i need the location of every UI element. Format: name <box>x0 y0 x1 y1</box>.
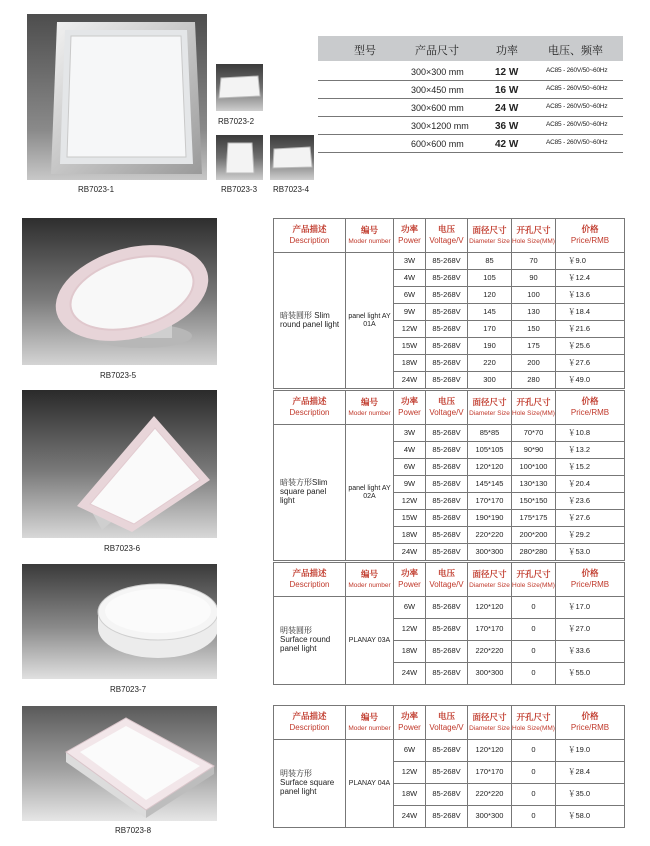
product-description-cell: 暗装圆形 Slim round panel light <box>274 253 346 389</box>
caption-rb7023-6: RB7023-6 <box>104 544 141 553</box>
price-cell: ￥21.6 <box>556 321 625 338</box>
header-power-en: Power <box>398 235 421 245</box>
model-number-cell: panel light AY 01A <box>346 253 394 389</box>
diameter-cell: 120*120 <box>468 740 512 762</box>
header-model-number <box>346 219 394 253</box>
spec-power-cell: 12 W <box>495 67 519 78</box>
hole-size-cell: 100 <box>512 287 556 304</box>
header-voltage-en: Voltage/V <box>429 235 464 245</box>
price-cell: ￥58.0 <box>556 806 625 828</box>
header-power-cn: 功率 <box>400 568 418 579</box>
diameter-cell: 120*120 <box>468 459 512 476</box>
spec-power-cell: 42 W <box>495 139 519 150</box>
header-diameter-size-en: Diameter Size <box>469 409 510 417</box>
header-diameter-size-cn: 面径尺寸 <box>472 712 507 723</box>
price-cell: ￥13.6 <box>556 287 625 304</box>
diameter-cell: 190*190 <box>468 510 512 527</box>
surface-square-panel-illustration <box>22 706 217 821</box>
power-cell: 4W <box>394 270 426 287</box>
rect-panel-small-illustration <box>270 135 314 180</box>
power-cell: 15W <box>394 510 426 527</box>
caption-rb7023-5: RB7023-5 <box>100 371 137 380</box>
voltage-cell: 85-268V <box>426 663 468 685</box>
voltage-cell: 85-268V <box>426 510 468 527</box>
voltage-cell: 85-268V <box>426 527 468 544</box>
header-diameter-size-cn: 面径尺寸 <box>472 569 507 580</box>
price-cell: ￥13.2 <box>556 442 625 459</box>
header-price-en: Price/RMB <box>570 407 610 417</box>
header-power-cn: 功率 <box>400 396 418 407</box>
header-product-description-en: Description <box>289 235 330 245</box>
header-hole-size-en: Hole Size(MM) <box>512 409 555 417</box>
header-hole-size <box>512 391 556 425</box>
power-cell: 3W <box>394 425 426 442</box>
voltage-cell: 85-268V <box>426 619 468 641</box>
voltage-cell: 85-268V <box>426 321 468 338</box>
hole-size-cell: 130*130 <box>512 476 556 493</box>
header-voltage-cn: 电压 <box>437 711 455 722</box>
header-diameter-size-cn: 面径尺寸 <box>472 397 507 408</box>
diameter-cell: 120 <box>468 287 512 304</box>
diameter-cell: 170*170 <box>468 619 512 641</box>
header-hole-size <box>512 219 556 253</box>
header-product-description-cn: 产品描述 <box>292 396 327 407</box>
spec-power-cell: 24 W <box>495 103 519 114</box>
hole-size-cell: 90*90 <box>512 442 556 459</box>
power-cell: 24W <box>394 544 426 561</box>
header-product-description-en: Description <box>289 722 330 732</box>
surface-round-panel-illustration <box>22 564 217 679</box>
diameter-cell: 105 <box>468 270 512 287</box>
price-cell: ￥28.4 <box>556 762 625 784</box>
price-cell: ￥12.4 <box>556 270 625 287</box>
header-product-description <box>274 219 346 253</box>
header-model-number-en: Moder number <box>348 581 391 589</box>
spec-row <box>318 81 623 99</box>
header-model-number-cn: 编号 <box>360 712 378 723</box>
voltage-cell: 85-268V <box>426 476 468 493</box>
diameter-cell: 85 <box>468 253 512 270</box>
header-price <box>556 706 625 740</box>
voltage-cell: 85-268V <box>426 784 468 806</box>
caption-rb7023-4: RB7023-4 <box>273 185 310 194</box>
header-price-cn: 价格 <box>581 224 599 235</box>
hole-size-cell: 200*200 <box>512 527 556 544</box>
power-cell: 12W <box>394 493 426 510</box>
diameter-cell: 145*145 <box>468 476 512 493</box>
hole-size-cell: 280*280 <box>512 544 556 561</box>
header-power-cn: 功率 <box>400 224 418 235</box>
power-cell: 6W <box>394 459 426 476</box>
header-model-number-en: Moder number <box>348 409 391 417</box>
header-voltage <box>426 563 468 597</box>
price-cell: ￥25.6 <box>556 338 625 355</box>
power-cell: 15W <box>394 338 426 355</box>
header-hole-size-en: Hole Size(MM) <box>512 581 555 589</box>
price-cell: ￥35.0 <box>556 784 625 806</box>
voltage-cell: 85-268V <box>426 442 468 459</box>
diameter-cell: 220*220 <box>468 784 512 806</box>
header-diameter-size-cn: 面径尺寸 <box>472 225 507 236</box>
price-cell: ￥19.0 <box>556 740 625 762</box>
spec-row <box>318 63 623 81</box>
price-cell: ￥17.0 <box>556 597 625 619</box>
hole-size-cell: 130 <box>512 304 556 321</box>
header-diameter-size-en: Diameter Size <box>469 724 510 732</box>
voltage-cell: 85-268V <box>426 304 468 321</box>
power-cell: 3W <box>394 253 426 270</box>
price-table-rb7023-8 <box>273 705 625 828</box>
header-product-description-en: Description <box>289 579 330 589</box>
caption-rb7023-8: RB7023-8 <box>115 826 152 835</box>
spec-row <box>318 117 623 135</box>
header-hole-size-cn: 开孔尺寸 <box>516 397 551 408</box>
power-cell: 4W <box>394 442 426 459</box>
diameter-cell: 220*220 <box>468 527 512 544</box>
table-header-row <box>274 563 625 597</box>
product-photo-rb7023-5 <box>22 218 217 365</box>
round-panel-illustration <box>22 218 217 365</box>
square-panel-illustration <box>27 14 207 180</box>
diameter-cell: 220*220 <box>468 641 512 663</box>
header-price-en: Price/RMB <box>570 235 610 245</box>
power-cell: 12W <box>394 619 426 641</box>
header-price-en: Price/RMB <box>570 722 610 732</box>
header-voltage <box>426 391 468 425</box>
table-header-row <box>274 391 625 425</box>
caption-rb7023-2: RB7023-2 <box>218 117 255 126</box>
spec-row <box>318 99 623 117</box>
header-price-cn: 价格 <box>581 396 599 407</box>
header-price <box>556 563 625 597</box>
hole-size-cell: 90 <box>512 270 556 287</box>
header-diameter-size <box>468 706 512 740</box>
header-hole-size-cn: 开孔尺寸 <box>516 225 551 236</box>
header-product-description-cn: 产品描述 <box>292 568 327 579</box>
header-hole-size <box>512 563 556 597</box>
spec-size-cell: 600×600 mm <box>411 139 464 149</box>
header-model-number-en: Moder number <box>348 237 391 245</box>
diameter-cell: 300*300 <box>468 544 512 561</box>
header-price-cn: 价格 <box>581 711 599 722</box>
header-model-number <box>346 563 394 597</box>
voltage-cell: 85-268V <box>426 597 468 619</box>
price-cell: ￥27.6 <box>556 510 625 527</box>
voltage-cell: 85-268V <box>426 493 468 510</box>
spec-header-voltage: 电压、频率 <box>548 45 603 57</box>
voltage-cell: 85-268V <box>426 762 468 784</box>
square-panel-small-illustration <box>216 135 263 180</box>
spec-voltage-cell: AC85 - 260V/50~60Hz <box>546 103 608 110</box>
price-cell: ￥27.0 <box>556 619 625 641</box>
hole-size-cell: 175*175 <box>512 510 556 527</box>
diameter-cell: 85*85 <box>468 425 512 442</box>
voltage-cell: 85-268V <box>426 270 468 287</box>
diameter-cell: 220 <box>468 355 512 372</box>
diameter-cell: 170*170 <box>468 493 512 510</box>
voltage-cell: 85-268V <box>426 806 468 828</box>
spec-header-power: 功率 <box>496 45 518 57</box>
header-product-description <box>274 391 346 425</box>
rect-panel-illustration <box>216 64 263 111</box>
voltage-cell: 85-268V <box>426 641 468 663</box>
header-hole-size <box>512 706 556 740</box>
header-power <box>394 219 426 253</box>
price-cell: ￥9.0 <box>556 253 625 270</box>
hole-size-cell: 150*150 <box>512 493 556 510</box>
power-cell: 24W <box>394 806 426 828</box>
square-slim-panel-illustration <box>22 390 217 538</box>
price-cell: ￥33.6 <box>556 641 625 663</box>
power-cell: 24W <box>394 372 426 389</box>
header-hole-size-cn: 开孔尺寸 <box>516 569 551 580</box>
spec-voltage-cell: AC85 - 260V/50~60Hz <box>546 139 608 146</box>
hole-size-cell: 150 <box>512 321 556 338</box>
product-description-cell: 明装方形 Surface square panel light <box>274 740 346 828</box>
header-power-en: Power <box>398 579 421 589</box>
header-product-description-en: Description <box>289 407 330 417</box>
power-cell: 18W <box>394 355 426 372</box>
spec-power-cell: 36 W <box>495 121 519 132</box>
diameter-cell: 170*170 <box>468 762 512 784</box>
spec-voltage-cell: AC85 - 260V/50~60Hz <box>546 85 608 92</box>
panel-photo-rb7023-3 <box>216 135 263 180</box>
header-price <box>556 219 625 253</box>
model-number-cell: PLANAY 03A <box>346 597 394 685</box>
power-cell: 12W <box>394 321 426 338</box>
panel-photo-rb7023-4 <box>270 135 314 180</box>
price-table-rb7023-5 <box>273 218 625 389</box>
header-voltage-cn: 电压 <box>437 568 455 579</box>
header-voltage-cn: 电压 <box>437 396 455 407</box>
hole-size-cell: 280 <box>512 372 556 389</box>
voltage-cell: 85-268V <box>426 425 468 442</box>
table-row <box>274 597 625 619</box>
price-table-rb7023-6 <box>273 390 625 561</box>
price-cell: ￥55.0 <box>556 663 625 685</box>
price-cell: ￥49.0 <box>556 372 625 389</box>
product-photo-rb7023-7 <box>22 564 217 679</box>
header-product-description <box>274 563 346 597</box>
hole-size-cell: 70*70 <box>512 425 556 442</box>
hole-size-cell: 0 <box>512 762 556 784</box>
header-power-en: Power <box>398 722 421 732</box>
price-cell: ￥53.0 <box>556 544 625 561</box>
product-photo-rb7023-8 <box>22 706 217 821</box>
hole-size-cell: 0 <box>512 663 556 685</box>
diameter-cell: 300 <box>468 372 512 389</box>
header-voltage-en: Voltage/V <box>429 579 464 589</box>
price-cell: ￥20.4 <box>556 476 625 493</box>
price-cell: ￥15.2 <box>556 459 625 476</box>
voltage-cell: 85-268V <box>426 355 468 372</box>
header-hole-size-cn: 开孔尺寸 <box>516 712 551 723</box>
power-cell: 18W <box>394 527 426 544</box>
header-product-description <box>274 706 346 740</box>
header-diameter-size <box>468 563 512 597</box>
header-price <box>556 391 625 425</box>
hole-size-cell: 0 <box>512 740 556 762</box>
header-voltage <box>426 706 468 740</box>
panel-photo-rb7023-1 <box>27 14 207 180</box>
spec-voltage-cell: AC85 - 260V/50~60Hz <box>546 67 608 74</box>
caption-rb7023-1: RB7023-1 <box>78 185 115 194</box>
hole-size-cell: 70 <box>512 253 556 270</box>
table-row <box>274 740 625 762</box>
model-number-cell: panel light AY 02A <box>346 425 394 561</box>
header-model-number <box>346 391 394 425</box>
header-diameter-size-en: Diameter Size <box>469 237 510 245</box>
spec-table-header <box>318 36 623 61</box>
diameter-cell: 120*120 <box>468 597 512 619</box>
hole-size-cell: 100*100 <box>512 459 556 476</box>
header-model-number-cn: 编号 <box>360 397 378 408</box>
spec-voltage-cell: AC85 - 260V/50~60Hz <box>546 121 608 128</box>
spec-row <box>318 135 623 153</box>
power-cell: 6W <box>394 597 426 619</box>
hole-size-cell: 0 <box>512 641 556 663</box>
power-cell: 6W <box>394 287 426 304</box>
voltage-cell: 85-268V <box>426 372 468 389</box>
header-voltage-en: Voltage/V <box>429 722 464 732</box>
voltage-cell: 85-268V <box>426 287 468 304</box>
hole-size-cell: 0 <box>512 597 556 619</box>
header-model-number-cn: 编号 <box>360 225 378 236</box>
header-diameter-size <box>468 219 512 253</box>
voltage-cell: 85-268V <box>426 740 468 762</box>
power-cell: 9W <box>394 476 426 493</box>
power-cell: 12W <box>394 762 426 784</box>
header-voltage <box>426 219 468 253</box>
header-diameter-size <box>468 391 512 425</box>
diameter-cell: 300*300 <box>468 663 512 685</box>
model-number-cell: PLANAY 04A <box>346 740 394 828</box>
table-row <box>274 425 625 442</box>
hole-size-cell: 175 <box>512 338 556 355</box>
header-price-cn: 价格 <box>581 568 599 579</box>
spec-power-cell: 16 W <box>495 85 519 96</box>
voltage-cell: 85-268V <box>426 544 468 561</box>
header-power-cn: 功率 <box>400 711 418 722</box>
spec-header-model: 型号 <box>354 45 376 57</box>
diameter-cell: 145 <box>468 304 512 321</box>
price-cell: ￥29.2 <box>556 527 625 544</box>
header-model-number-en: Moder number <box>348 724 391 732</box>
price-cell: ￥10.8 <box>556 425 625 442</box>
power-cell: 24W <box>394 663 426 685</box>
voltage-cell: 85-268V <box>426 338 468 355</box>
header-model-number <box>346 706 394 740</box>
voltage-cell: 85-268V <box>426 253 468 270</box>
voltage-cell: 85-268V <box>426 459 468 476</box>
header-product-description-cn: 产品描述 <box>292 711 327 722</box>
price-cell: ￥23.6 <box>556 493 625 510</box>
header-power-en: Power <box>398 407 421 417</box>
header-voltage-cn: 电压 <box>437 224 455 235</box>
price-cell: ￥18.4 <box>556 304 625 321</box>
spec-size-cell: 300×1200 mm <box>411 121 469 131</box>
header-voltage-en: Voltage/V <box>429 407 464 417</box>
product-description-cell: 暗装方形Slim square panel light <box>274 425 346 561</box>
header-product-description-cn: 产品描述 <box>292 224 327 235</box>
hole-size-cell: 0 <box>512 784 556 806</box>
header-hole-size-en: Hole Size(MM) <box>512 724 555 732</box>
power-cell: 6W <box>394 740 426 762</box>
spec-size-cell: 300×450 mm <box>411 85 464 95</box>
header-power <box>394 706 426 740</box>
header-price-en: Price/RMB <box>570 579 610 589</box>
header-hole-size-en: Hole Size(MM) <box>512 237 555 245</box>
caption-rb7023-7: RB7023-7 <box>110 685 147 694</box>
diameter-cell: 300*300 <box>468 806 512 828</box>
price-table-rb7023-7 <box>273 562 625 685</box>
hole-size-cell: 200 <box>512 355 556 372</box>
caption-rb7023-3: RB7023-3 <box>221 185 258 194</box>
diameter-cell: 105*105 <box>468 442 512 459</box>
product-description-cell: 明装圆形 Surface round panel light <box>274 597 346 685</box>
power-cell: 9W <box>394 304 426 321</box>
table-header-row <box>274 219 625 253</box>
power-cell: 18W <box>394 784 426 806</box>
panel-photo-rb7023-2 <box>216 64 263 111</box>
diameter-cell: 170 <box>468 321 512 338</box>
power-cell: 18W <box>394 641 426 663</box>
table-header-row <box>274 706 625 740</box>
hole-size-cell: 0 <box>512 806 556 828</box>
spec-header-size: 产品尺寸 <box>415 45 459 57</box>
hole-size-cell: 0 <box>512 619 556 641</box>
spec-size-cell: 300×600 mm <box>411 103 464 113</box>
header-diameter-size-en: Diameter Size <box>469 581 510 589</box>
product-photo-rb7023-6 <box>22 390 217 538</box>
diameter-cell: 190 <box>468 338 512 355</box>
price-cell: ￥27.6 <box>556 355 625 372</box>
table-row <box>274 253 625 270</box>
header-power <box>394 391 426 425</box>
header-model-number-cn: 编号 <box>360 569 378 580</box>
header-power <box>394 563 426 597</box>
spec-size-cell: 300×300 mm <box>411 67 464 77</box>
